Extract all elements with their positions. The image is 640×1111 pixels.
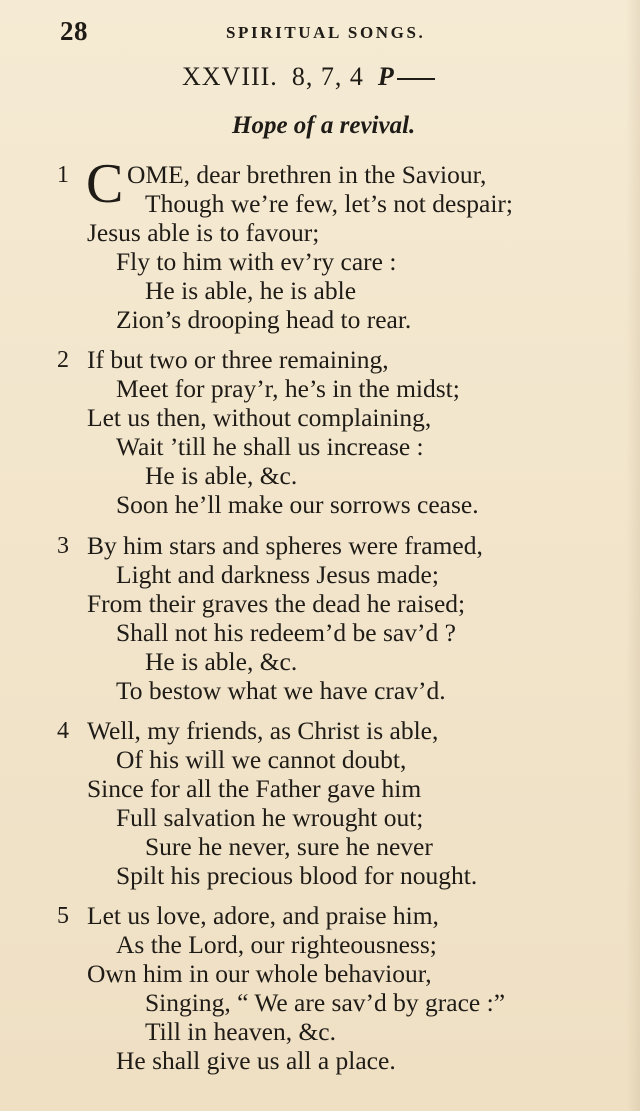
verse-line: Light and darkness Jesus made; (116, 560, 439, 589)
running-head: SPIRITUAL SONGS. (226, 23, 426, 42)
verse-line: If but two or three remaining, (87, 345, 389, 374)
verse-line: He is able, &c. (145, 647, 298, 676)
stanza-number: 3 (57, 533, 69, 559)
verse-line: Of his will we cannot doubt, (116, 745, 407, 774)
hymn-meter: 8, 7, 4 (291, 62, 364, 91)
stanza-number: 5 (57, 903, 69, 929)
verse-line: Jesus able is to favour; (87, 218, 320, 247)
verse-line: Let us then, without complaining, (87, 403, 432, 432)
verse-line: Soon he’ll make our sorrows cease. (116, 490, 479, 519)
hymn-heading (182, 62, 435, 92)
verse-line: Own him in our whole behaviour, (87, 959, 432, 988)
verse-line: Let us love, adore, and praise him, (87, 901, 439, 930)
verse-line: Fly to him with ev’ry care : (116, 247, 397, 276)
verse-line: Since for all the Father gave him (87, 774, 422, 803)
verse-line: OME, dear brethren in the Saviour, (127, 160, 487, 189)
verse-line: He is able, he is able (145, 276, 357, 305)
verse-line: Sure he never, sure he never (145, 832, 433, 861)
verse-line: Shall not his redeem’d be sav’d ? (116, 618, 456, 647)
hymn-tune: P (377, 62, 395, 91)
verse-line: As the Lord, our righteousness; (116, 930, 437, 959)
verse-line: By him stars and spheres were framed, (87, 531, 483, 560)
verse-line: Full salvation he wrought out; (116, 803, 424, 832)
stanza-number: 2 (57, 347, 69, 373)
verse-line: He is able, &c. (145, 461, 298, 490)
page-header (60, 16, 490, 50)
verse-line: Spilt his precious blood for nought. (116, 861, 478, 890)
stanza-number: 1 (57, 162, 69, 188)
verse-line: He shall give us all a place. (116, 1046, 396, 1075)
verse-line: Meet for pray’r, he’s in the midst; (116, 374, 460, 403)
verse-line: To bestow what we have crav’d. (116, 676, 446, 705)
stanza-number: 4 (57, 718, 69, 744)
verse-line: Well, my friends, as Christ is able, (87, 716, 439, 745)
verse-line: Though we’re few, let’s not despair; (145, 189, 513, 218)
page-number: 28 (60, 16, 88, 46)
page-edge-shadow (626, 0, 640, 1111)
verse-line: Wait ’till he shall us increase : (116, 432, 424, 461)
tune-rule (397, 78, 435, 80)
verse-line: Till in heaven, &c. (145, 1017, 337, 1046)
verse-line: From their graves the dead he raised; (87, 589, 466, 618)
drop-cap: C (86, 153, 124, 215)
hymn-title: Hope of a revival. (232, 112, 416, 139)
hymn-number: XXVIII. (182, 62, 278, 91)
verse-line: Zion’s drooping head to rear. (116, 305, 412, 334)
verse-line: Singing, “ We are sav’d by grace :” (145, 988, 506, 1017)
